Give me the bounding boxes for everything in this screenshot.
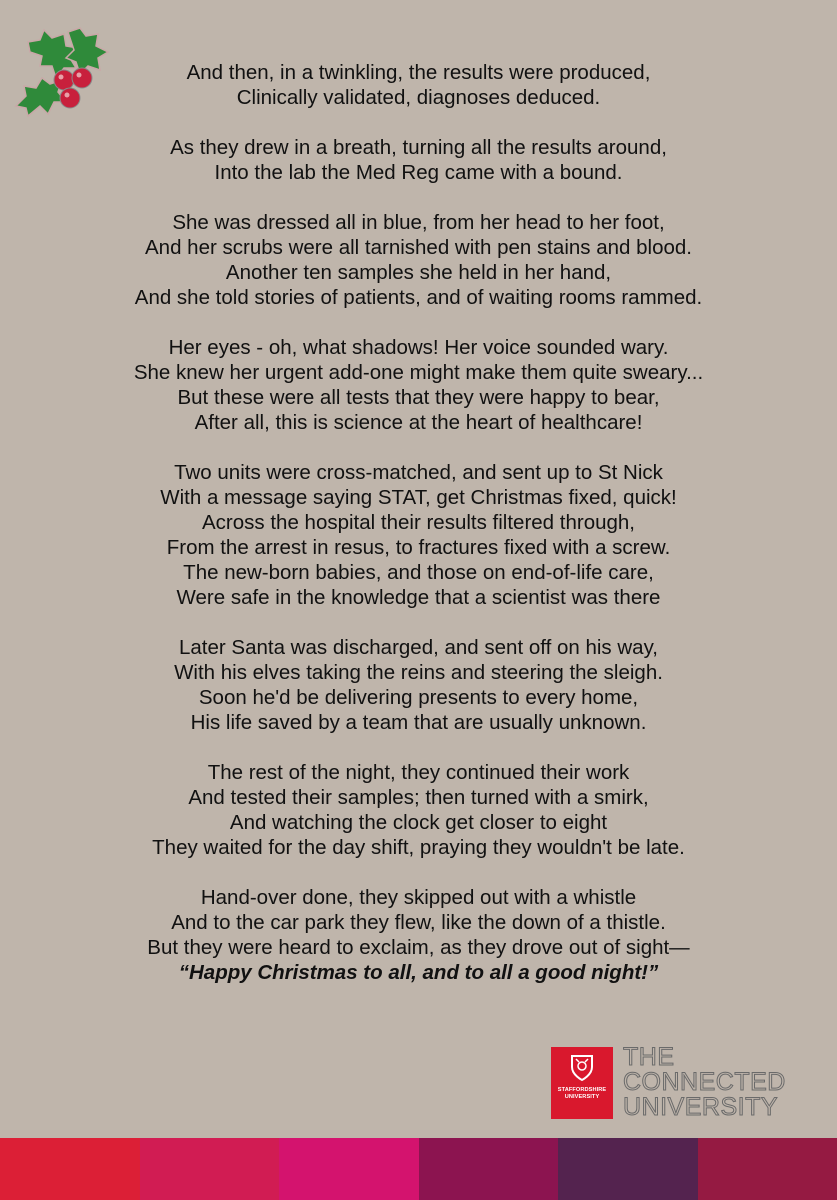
poem-line: Soon he'd be delivering presents to every home, — [198, 686, 639, 709]
poem-stanza — [0, 760, 837, 860]
poem-stanza — [0, 885, 837, 985]
footer-color-bar — [0, 1138, 837, 1200]
poem-line: From the arrest in resus, to fractures fixed with a screw. — [166, 536, 671, 559]
university-logo — [551, 1043, 801, 1123]
poem-line: Hand-over done, they skipped out with a whistle — [200, 886, 637, 909]
poem-line: And she told stories of patients, and of waiting rooms rammed. — [134, 286, 703, 309]
poem-line: As they drew in a breath, turning all the results around, — [170, 136, 667, 159]
poem-line: And tested their samples; then turned with a smirk, — [188, 786, 649, 809]
poem-stanza — [0, 460, 837, 610]
logo-university-line1: STAFFORDSHIRE — [557, 1087, 607, 1093]
poem-line: Her eyes - oh, what shadows! Her voice sounded wary. — [168, 336, 669, 359]
poem-line: Across the hospital their results filtered through, — [202, 511, 635, 534]
logo-university-line2: UNIVERSITY — [564, 1094, 600, 1100]
footer-color-band — [558, 1138, 698, 1200]
footer-color-band — [419, 1138, 559, 1200]
crest-icon — [569, 1053, 595, 1083]
logo-red-block — [551, 1047, 613, 1119]
poem-line: Clinically validated, diagnoses deduced. — [236, 86, 601, 109]
poem-line: With his elves taking the reins and steering the sleigh. — [174, 661, 663, 684]
poem-line: Another ten samples she held in her hand, — [225, 261, 612, 284]
poem-line: His life saved by a team that are usually unknown. — [190, 711, 647, 734]
footer-color-band — [0, 1138, 140, 1200]
poem-stanza — [0, 210, 837, 310]
poem-line: Into the lab the Med Reg came with a bound. — [214, 161, 623, 184]
footer-color-band — [279, 1138, 419, 1200]
poem-line: And her scrubs were all tarnished with pen stains and blood. — [145, 236, 692, 259]
poem-line: She knew her urgent add-one might make them quite sweary... — [133, 361, 704, 384]
tagline-line: CONNECTED — [623, 1068, 786, 1096]
footer-color-band — [140, 1138, 280, 1200]
logo-tagline — [623, 1045, 803, 1120]
poem-stanza — [0, 635, 837, 735]
poem-line: And then, in a twinkling, the results were produced, — [186, 61, 651, 84]
poem-line: And to the car park they flew, like the down of a thistle. — [171, 911, 666, 934]
poem-line: But these were all tests that they were happy to bear, — [177, 386, 660, 409]
poem — [0, 60, 837, 1010]
tagline-line: UNIVERSITY — [623, 1093, 779, 1121]
tagline-line: THE — [623, 1043, 675, 1071]
poem-stanza — [0, 60, 837, 110]
footer-color-band — [698, 1138, 837, 1200]
poem-line: Later Santa was discharged, and sent off on his way, — [178, 636, 658, 659]
poem-line: With a message saying STAT, get Christmas fixed, quick! — [160, 486, 677, 509]
poem-line: Were safe in the knowledge that a scientist was there — [176, 586, 661, 609]
poem-stanza — [0, 335, 837, 435]
poem-line: The rest of the night, they continued their work — [207, 761, 630, 784]
poem-line: The new-born babies, and those on end-of-life care, — [183, 561, 654, 584]
poem-line: But they were heard to exclaim, as they drove out of sight— — [147, 936, 690, 959]
poem-line: After all, this is science at the heart of healthcare! — [194, 411, 643, 434]
poem-line: They waited for the day shift, praying they wouldn't be late. — [152, 836, 685, 859]
poem-line: Two units were cross-matched, and sent up to St Nick — [174, 461, 663, 484]
poem-line: And watching the clock get closer to eight — [229, 811, 608, 834]
poem-stanza — [0, 135, 837, 185]
poem-line: She was dressed all in blue, from her head to her foot, — [172, 211, 665, 234]
poem-final-line: “Happy Christmas to all, and to all a good night!” — [178, 961, 659, 984]
